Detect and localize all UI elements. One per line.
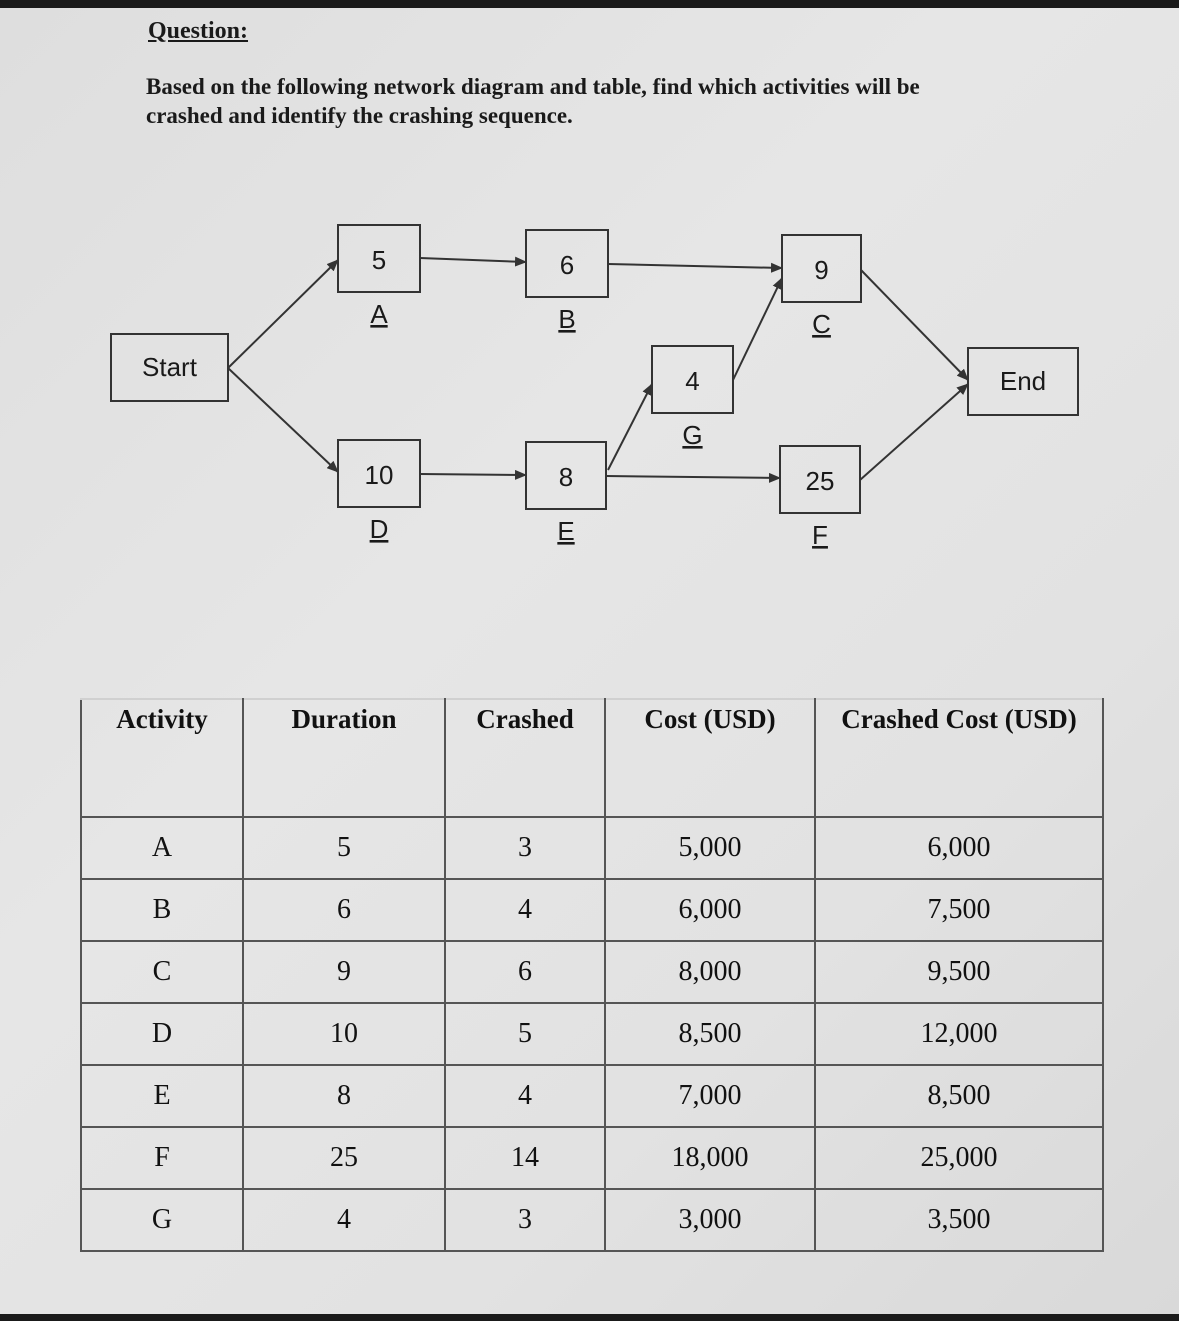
table-cell: 6 (445, 941, 605, 1003)
table-cell: 4 (445, 879, 605, 941)
arrow-e-g (608, 384, 652, 470)
question-text: Based on the following network diagram and table, find which activities will be crashed and identify the crashing sequence. (146, 74, 920, 128)
table-cell: F (81, 1127, 243, 1189)
table-cell: 25 (243, 1127, 445, 1189)
table-cell: 8,500 (605, 1003, 815, 1065)
table-row (81, 941, 1103, 1003)
table-cell: 10 (243, 1003, 445, 1065)
table-cell: 6,000 (605, 879, 815, 941)
table-cell: B (81, 879, 243, 941)
table-cell: 18,000 (605, 1127, 815, 1189)
table-cell: D (81, 1003, 243, 1065)
table-row (81, 1189, 1103, 1251)
table-row (81, 879, 1103, 941)
arrow-b-c (608, 264, 782, 268)
activity-node-g-label: G (682, 420, 703, 450)
activity-node-c-label: C (812, 309, 831, 339)
table-cell: 5 (445, 1003, 605, 1065)
table-header-row (81, 699, 1103, 817)
table-cell: A (81, 817, 243, 879)
table-cell: 8,000 (605, 941, 815, 1003)
table-cell: 9 (243, 941, 445, 1003)
end-node-label: End (999, 366, 1047, 396)
header-duration: Duration (243, 699, 445, 817)
table-row (81, 817, 1103, 879)
table-cell: 7,500 (815, 879, 1103, 941)
table-row (81, 1127, 1103, 1189)
table-cell: 8,500 (815, 1065, 1103, 1127)
activity-node-e-label: E (557, 516, 575, 546)
activity-node-d-label: D (369, 514, 389, 544)
table-cell: 6 (243, 879, 445, 941)
activity-node-a-label: A (370, 299, 388, 329)
table-row (81, 1003, 1103, 1065)
activity-node-g-duration: 4 (685, 366, 700, 396)
header-crashed-cost-usd: Crashed Cost (USD) (815, 699, 1103, 817)
table-cell: 25,000 (815, 1127, 1103, 1189)
start-node-label: Start (142, 352, 197, 382)
table-cell: 4 (445, 1065, 605, 1127)
table-cell: C (81, 941, 243, 1003)
table-cell: 3 (445, 1189, 605, 1251)
arrow-f-end (860, 384, 968, 480)
table-cell: 5,000 (605, 817, 815, 879)
activity-node-c-duration: 9 (814, 255, 829, 285)
activity-node-f-duration: 25 (805, 466, 835, 496)
header-activity: Activity (81, 699, 243, 817)
table-cell: 7,000 (605, 1065, 815, 1127)
activity-node-f-label: F (812, 520, 828, 550)
arrow-a-b (420, 258, 526, 262)
activity-node-b-label: B (558, 304, 576, 334)
table-cell: 14 (445, 1127, 605, 1189)
activity-node-b-duration: 6 (559, 250, 575, 280)
table-cell: G (81, 1189, 243, 1251)
activity-table (80, 698, 1104, 1252)
arrow-start-d (228, 368, 338, 472)
arrow-e-f (606, 476, 780, 478)
table-cell: 8 (243, 1065, 445, 1127)
header-cost-usd: Cost (USD) (605, 699, 815, 817)
header-crashed: Crashed (445, 699, 605, 817)
table-row (81, 1065, 1103, 1127)
table-cell: 5 (243, 817, 445, 879)
activity-node-d-duration: 10 (364, 460, 394, 490)
arrow-g-c (733, 278, 782, 380)
question-heading: Question: (148, 18, 249, 44)
activity-node-a-duration: 5 (371, 245, 387, 275)
table-cell: E (81, 1065, 243, 1127)
table-cell: 6,000 (815, 817, 1103, 879)
arrow-start-a (228, 260, 338, 368)
activity-node-e-duration: 8 (558, 462, 574, 492)
table-cell: 4 (243, 1189, 445, 1251)
table-cell: 3 (445, 817, 605, 879)
table-cell: 3,500 (815, 1189, 1103, 1251)
table-cell: 9,500 (815, 941, 1103, 1003)
table-cell: 12,000 (815, 1003, 1103, 1065)
table-cell: 3,000 (605, 1189, 815, 1251)
arrow-c-end (861, 270, 968, 380)
arrow-d-e (420, 474, 526, 475)
